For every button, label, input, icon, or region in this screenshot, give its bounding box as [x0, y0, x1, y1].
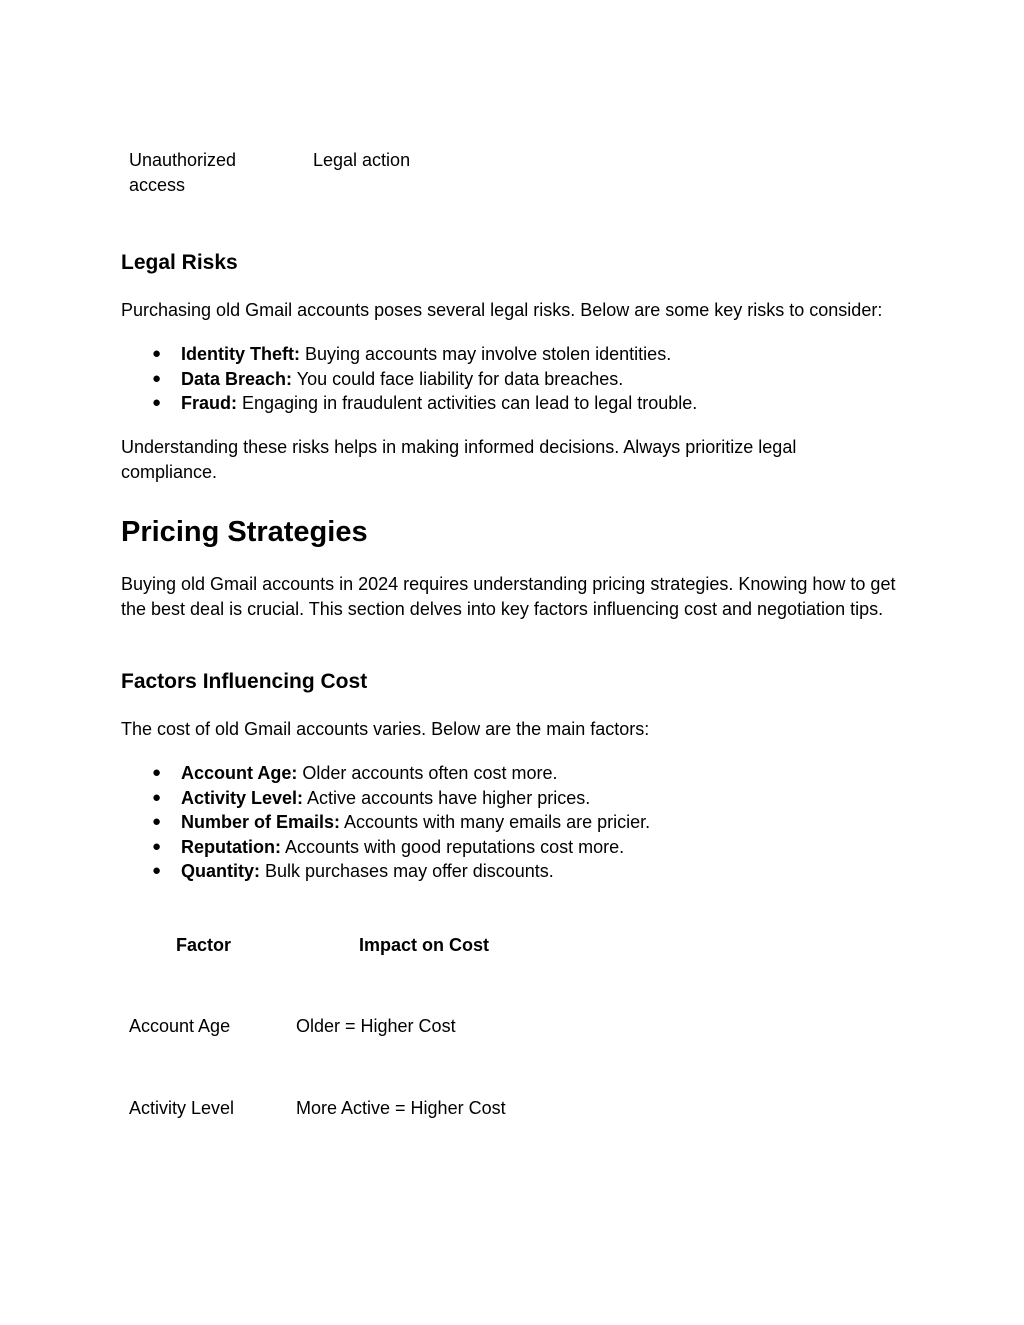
factors-list [121, 761, 650, 884]
bullet-icon: ● [152, 764, 162, 781]
list-item-term: Activity Level: [181, 787, 304, 808]
list-item-term: Fraud: [181, 393, 237, 413]
list-item-term: Identity Theft: [181, 344, 300, 364]
bullet-icon: ● [152, 862, 162, 879]
pricing-strategies-heading: Pricing Strategies [121, 516, 368, 548]
list-item [121, 835, 650, 860]
list-item [121, 761, 650, 786]
table-header-factor: Factor [176, 935, 232, 955]
list-item-text: Accounts with many emails are pricier. [340, 812, 651, 832]
table-header-impact: Impact on Cost [359, 935, 490, 955]
list-item-text: Engaging in fraudulent activities can lead to legal trouble. [237, 393, 698, 413]
list-item-term: Account Age: [181, 763, 298, 783]
bullet-icon: ● [152, 837, 162, 855]
table-cell-impact: More Active = Higher Cost [296, 1098, 506, 1118]
factors-intro: The cost of old Gmail accounts varies. Below are the main factors: [121, 719, 650, 739]
bullet-icon: ● [152, 394, 162, 411]
legal-risks-intro: Purchasing old Gmail accounts poses several legal risks. Below are some key risks to consider: [121, 300, 883, 320]
bullet-icon: ● [152, 788, 162, 806]
list-item-term: Data Breach: [181, 368, 293, 389]
pricing-strategies-intro: Buying old Gmail accounts in 2024 requires understanding pricing strategies. Knowing how to get the best deal is crucial. This section delves into key factors influencing cost and negotiation tips. [121, 574, 896, 619]
list-item-text: You could face liability for data breaches. [292, 368, 624, 389]
table-cell-factor: Account Age [129, 1016, 231, 1036]
legal-risks-conclusion: Understanding these risks helps in making informed decisions. Always prioritize legal compliance. [121, 437, 797, 482]
list-item [121, 786, 650, 811]
list-item [121, 859, 650, 884]
list-item-text: Buying accounts may involve stolen identities. [300, 344, 672, 364]
list-item-text: Older accounts often cost more. [297, 763, 558, 783]
table-cell-impact: Older = Higher Cost [296, 1016, 456, 1036]
list-item [121, 810, 650, 835]
list-item-text: Bulk purchases may offer discounts. [260, 861, 554, 881]
list-item-term: Number of Emails: [181, 812, 341, 832]
table-cell-factor: Activity Level [129, 1098, 235, 1118]
factors-heading: Factors Influencing Cost [121, 670, 368, 693]
list-item [121, 342, 697, 367]
bullet-icon: ● [152, 813, 162, 830]
list-item-term: Reputation: [181, 836, 281, 857]
legal-risks-list [121, 342, 697, 416]
table-cell-risk: Unauthorized access [129, 150, 237, 195]
list-item [121, 391, 697, 416]
table-cell-consequence: Legal action [313, 150, 411, 170]
legal-risks-heading: Legal Risks [121, 251, 238, 274]
bullet-icon: ● [152, 369, 162, 387]
list-item-term: Quantity: [181, 861, 260, 881]
list-item [121, 367, 697, 392]
list-item-text: Active accounts have higher prices. [303, 787, 591, 808]
bullet-icon: ● [152, 345, 162, 362]
list-item-text: Accounts with good reputations cost more. [280, 836, 625, 857]
